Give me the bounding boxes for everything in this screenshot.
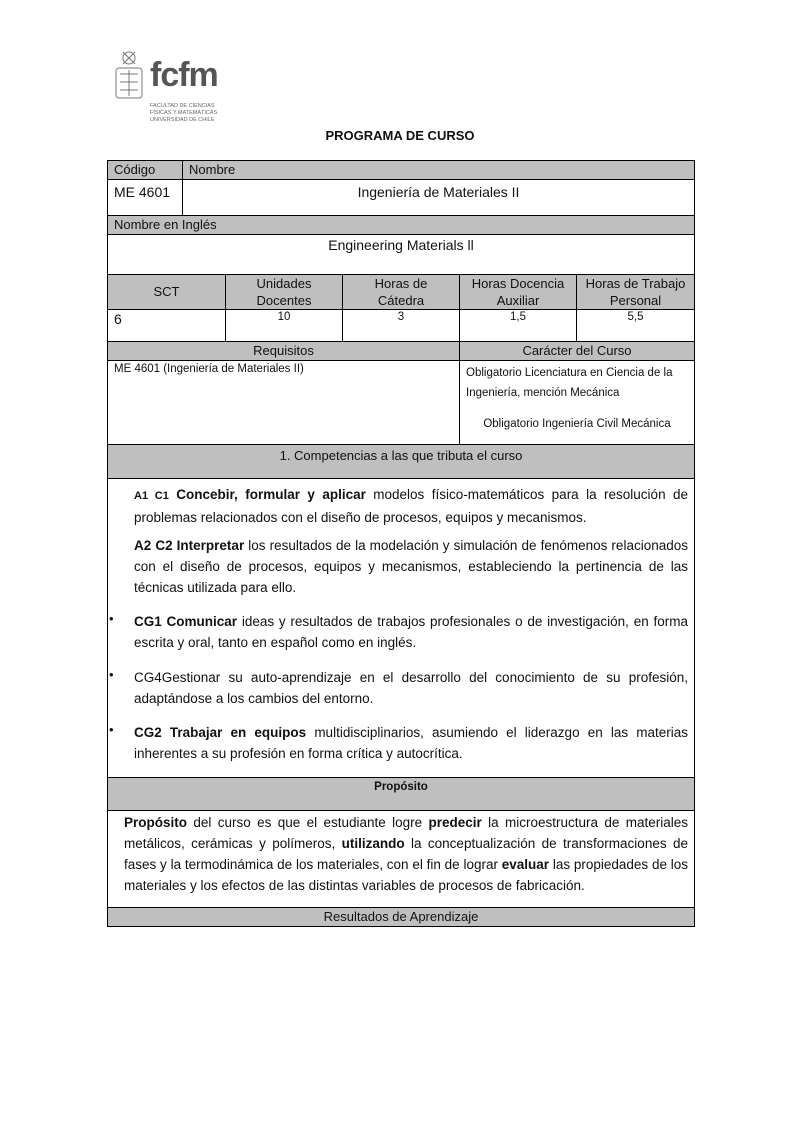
- competency-item: [134, 484, 688, 528]
- competency-text: multidisciplinarios, asumiendo el liderazgo en las materias inherentes a su profesión en forma crítica y autocrítica.: [134, 725, 688, 761]
- competencies-body-row: [108, 478, 694, 777]
- requirements-value: ME 4601 (Ingeniería de Materiales II): [114, 363, 304, 375]
- character-line-2: Obligatorio Ingeniería Civil Mecánica: [483, 418, 671, 430]
- purpose-text: la conceptualización de transformaciones de fases y la termodinámica de los materiales, con el fin de lograr: [124, 836, 688, 872]
- code-name-row: [108, 179, 694, 215]
- competencies-body: [108, 479, 694, 777]
- document-title: PROGRAMA DE CURSO: [325, 128, 475, 143]
- purpose-body: [108, 811, 694, 907]
- course-character-label: Carácter del Curso: [459, 342, 694, 360]
- competency-item: [134, 535, 688, 598]
- hours-header-auxiliary: Horas Docencia Auxiliar: [459, 275, 576, 309]
- hours-header-units: Unidades Docentes: [225, 275, 342, 309]
- purpose-bold: predecir: [428, 815, 482, 830]
- competencies-header-row: [108, 444, 694, 478]
- competency-item: [109, 722, 688, 764]
- purpose-body-row: [108, 810, 694, 907]
- purpose-text: las propiedades de los materiales y los efectos de las distintas variables de procesos de fabricación.: [124, 857, 688, 893]
- course-table: [107, 160, 695, 927]
- bullet-icon: •: [109, 667, 114, 682]
- hours-value-units: 10: [225, 310, 342, 341]
- code-label: Código: [114, 162, 156, 177]
- competency-text: modelos físico-matemáticos para la resolución de problemas relacionados con el diseño de procesos, equipos y mecanismos.: [134, 487, 689, 525]
- competency-item: [109, 667, 688, 709]
- hours-header-row: [108, 274, 694, 309]
- hours-value-personal: 5,5: [576, 310, 694, 341]
- competency-text: ideas y resultados de trabajos profesionales o de investigación, en forma escrita y oral, tanto en español como en inglés.: [134, 614, 688, 650]
- bullet-icon: •: [109, 722, 114, 737]
- requirements-header-row: [108, 341, 694, 360]
- competency-bold: CG2 Trabajar en equipos: [134, 725, 307, 740]
- competency-text: los resultados de la modelación y simulación de fenómenos relacionados con el diseño de procesos, equipos y mecanismos, estableciendo la pertinencia de las técnicas utilizada para ello.: [134, 538, 688, 595]
- competency-bold: Concebir, formular y aplicar: [168, 487, 366, 502]
- competencies-heading: 1. Competencias a las que tributa el curso: [279, 448, 523, 463]
- character-line-1: Obligatorio Licenciatura en Ciencia de la Ingeniería, mención Mecánica: [466, 367, 673, 399]
- name-label: Nombre: [182, 161, 694, 179]
- competency-code: A2 C2: [134, 538, 173, 553]
- competency-item: [109, 611, 688, 653]
- purpose-bold: Propósito: [124, 815, 187, 830]
- hours-value-lecture: 3: [342, 310, 459, 341]
- hours-value-auxiliary: 1,5: [459, 310, 576, 341]
- purpose-bold: utilizando: [341, 836, 405, 851]
- hours-values-row: [108, 309, 694, 341]
- logo-sub-line-3: UNIVERSIDAD DE CHILE: [150, 117, 215, 123]
- competency-code: A1 C1: [134, 490, 169, 502]
- logo-sub-line-2: FÍSICAS Y MATEMÁTICAS: [150, 110, 218, 116]
- purpose-heading: Propósito: [374, 781, 428, 793]
- english-name: Engineering Materials ll: [328, 237, 474, 253]
- hours-value-sct: 6: [114, 311, 122, 327]
- requirements-label: Requisitos: [253, 343, 314, 358]
- logo-wordmark: fcfm: [150, 56, 218, 94]
- hours-header-personal: Horas de Trabajo Personal: [576, 275, 694, 309]
- logo-sub-line-1: FACULTAD DE CIENCIAS: [150, 103, 215, 109]
- purpose-bold: evaluar: [501, 857, 550, 872]
- course-character-value: [459, 361, 694, 444]
- english-name-row: [108, 234, 694, 274]
- hours-header-sct: SCT: [153, 284, 180, 299]
- fcfm-logo: [112, 48, 242, 130]
- course-code: ME 4601: [114, 184, 171, 200]
- bullet-icon: •: [109, 611, 114, 626]
- purpose-text: la microestructura de materiales metálicos, cerámicas y polímeros,: [124, 815, 689, 851]
- requirements-row: [108, 360, 694, 444]
- english-name-label: Nombre en Inglés: [114, 217, 217, 232]
- purpose-text: del curso es que el estudiante logre: [187, 815, 429, 830]
- code-name-header-row: [108, 160, 694, 179]
- english-name-header-row: [108, 215, 694, 234]
- outcomes-heading: Resultados de Aprendizaje: [323, 909, 479, 924]
- hours-header-lecture: Horas de Cátedra: [342, 275, 459, 309]
- competency-bold: Interpretar: [172, 538, 245, 553]
- competency-text: CG4Gestionar su auto-aprendizaje en el desarrollo del conocimiento de su profesión, adaptándose a los cambios del entorno.: [134, 670, 688, 706]
- outcomes-header-row: [108, 907, 694, 926]
- course-name: Ingeniería de Materiales II: [182, 180, 694, 215]
- purpose-header-row: [108, 777, 694, 810]
- competency-bold: CG1 Comunicar: [134, 614, 238, 629]
